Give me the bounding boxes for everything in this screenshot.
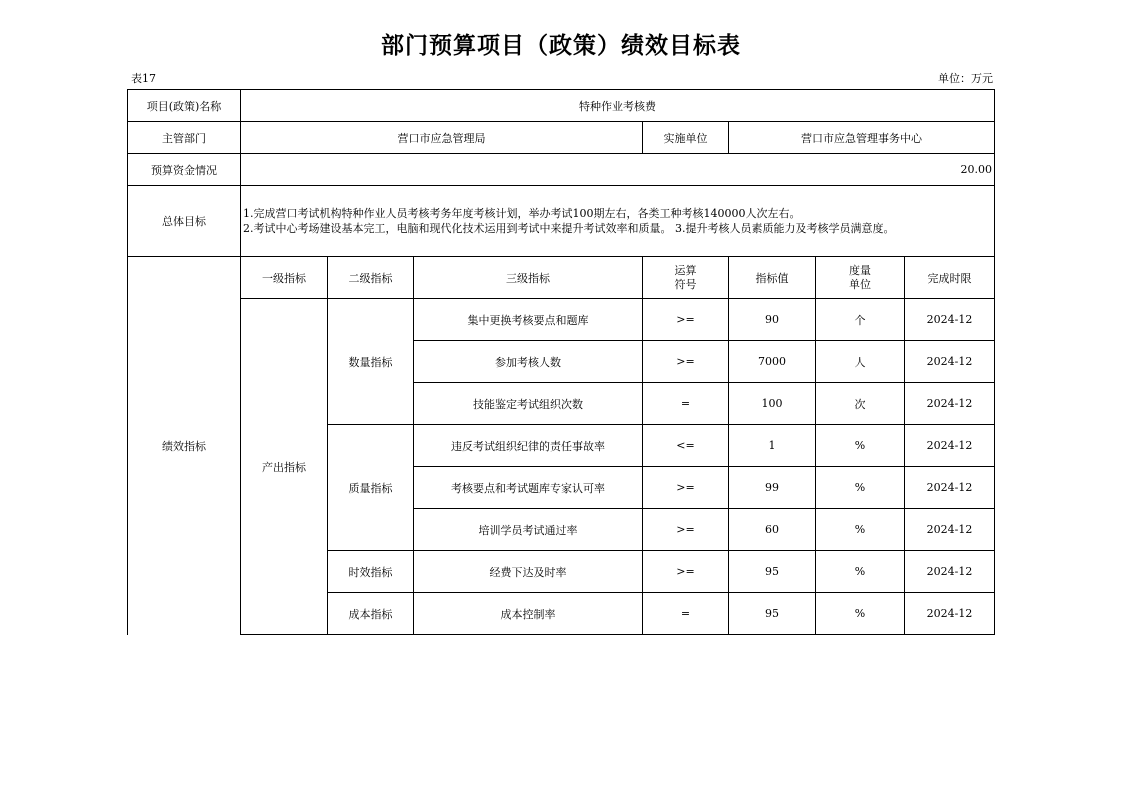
goal-line-1: 1.完成营口考试机构特种作业人员考核考务年度考核计划，举办考试100期左右，各类工种考核140000人次左右。 — [243, 207, 801, 220]
indicator-deadline: 2024-12 — [905, 509, 995, 551]
indicator-value: 99 — [729, 467, 816, 509]
overall-goal-text — [241, 186, 995, 257]
indicator-deadline: 2024-12 — [905, 299, 995, 341]
indicator-value: 7000 — [729, 341, 816, 383]
project-name-label: 项目(政策)名称 — [128, 90, 241, 122]
funding-label: 预算资金情况 — [128, 154, 241, 186]
overall-goal-row — [128, 186, 995, 257]
indicator-operator: >= — [643, 299, 729, 341]
indicator-operator: >= — [643, 551, 729, 593]
indicator-unit: % — [816, 551, 905, 593]
table-number: 表17 — [131, 72, 156, 85]
indicator-deadline: 2024-12 — [905, 383, 995, 425]
indicator-value: 95 — [729, 551, 816, 593]
indicator-operator: >= — [643, 467, 729, 509]
indicator-unit: 个 — [816, 299, 905, 341]
header-unit-line2: 单位 — [849, 277, 871, 291]
indicator-header-row — [128, 257, 995, 299]
header-operator-line1: 运算 — [674, 263, 697, 277]
header-level1: 一级指标 — [241, 257, 328, 299]
indicator-deadline: 2024-12 — [905, 593, 995, 635]
department-row — [128, 122, 995, 154]
indicator-unit: 次 — [816, 383, 905, 425]
implementing-unit-value: 营口市应急管理事务中心 — [729, 122, 995, 154]
indicator-name: 培训学员考试通过率 — [414, 509, 643, 551]
level2-quality-indicator: 质量指标 — [328, 425, 414, 551]
department-value: 营口市应急管理局 — [241, 122, 643, 154]
indicator-value: 60 — [729, 509, 816, 551]
project-name-value: 特种作业考核费 — [241, 90, 995, 122]
performance-table — [127, 89, 995, 635]
header-value: 指标值 — [729, 257, 816, 299]
project-name-row — [128, 90, 995, 122]
indicator-operator: >= — [643, 341, 729, 383]
header-unit — [816, 257, 905, 299]
header-operator-line2: 符号 — [674, 277, 697, 291]
unit-label: 单位：万元 — [938, 72, 993, 85]
header-deadline: 完成时限 — [905, 257, 995, 299]
indicator-operator: = — [643, 593, 729, 635]
indicator-unit: % — [816, 467, 905, 509]
indicator-value: 100 — [729, 383, 816, 425]
overall-goal-label: 总体目标 — [128, 186, 241, 257]
header-level2: 二级指标 — [328, 257, 414, 299]
indicator-value: 1 — [729, 425, 816, 467]
indicator-deadline: 2024-12 — [905, 467, 995, 509]
header-unit-line1: 度量 — [849, 263, 871, 277]
indicator-name: 技能鉴定考试组织次数 — [414, 383, 643, 425]
indicator-operator: <= — [643, 425, 729, 467]
header-operator — [643, 257, 729, 299]
indicator-name: 考核要点和考试题库专家认可率 — [414, 467, 643, 509]
level1-output-indicator: 产出指标 — [241, 299, 328, 635]
goal-line-2: 2.考试中心考场建设基本完工，电脑和现代化技术运用到考试中来提升考试效率和质量。 3.提升考核人员素质能力及考核学员满意度。 — [243, 222, 895, 235]
indicator-name: 成本控制率 — [414, 593, 643, 635]
implementing-unit-label: 实施单位 — [643, 122, 729, 154]
indicator-unit: 人 — [816, 341, 905, 383]
funding-value: 20.00 — [241, 154, 995, 186]
indicator-unit: % — [816, 593, 905, 635]
indicator-name: 违反考试组织纪律的责任事故率 — [414, 425, 643, 467]
indicator-name: 经费下达及时率 — [414, 551, 643, 593]
table-row — [128, 299, 995, 341]
indicator-unit: % — [816, 425, 905, 467]
indicator-name: 集中更换考核要点和题库 — [414, 299, 643, 341]
indicator-deadline: 2024-12 — [905, 551, 995, 593]
indicator-deadline: 2024-12 — [905, 425, 995, 467]
indicator-value: 90 — [729, 299, 816, 341]
department-label: 主管部门 — [128, 122, 241, 154]
level2-cost-indicator: 成本指标 — [328, 593, 414, 635]
indicator-value: 95 — [729, 593, 816, 635]
indicator-operator: >= — [643, 509, 729, 551]
header-level3: 三级指标 — [414, 257, 643, 299]
performance-indicator-label: 绩效指标 — [128, 257, 241, 635]
level2-quantity-indicator: 数量指标 — [328, 299, 414, 425]
indicator-name: 参加考核人数 — [414, 341, 643, 383]
indicator-operator: = — [643, 383, 729, 425]
indicator-unit: % — [816, 509, 905, 551]
page-title: 部门预算项目（政策）绩效目标表 — [381, 33, 741, 59]
indicator-deadline: 2024-12 — [905, 341, 995, 383]
level2-timeliness-indicator: 时效指标 — [328, 551, 414, 593]
funding-row — [128, 154, 995, 186]
